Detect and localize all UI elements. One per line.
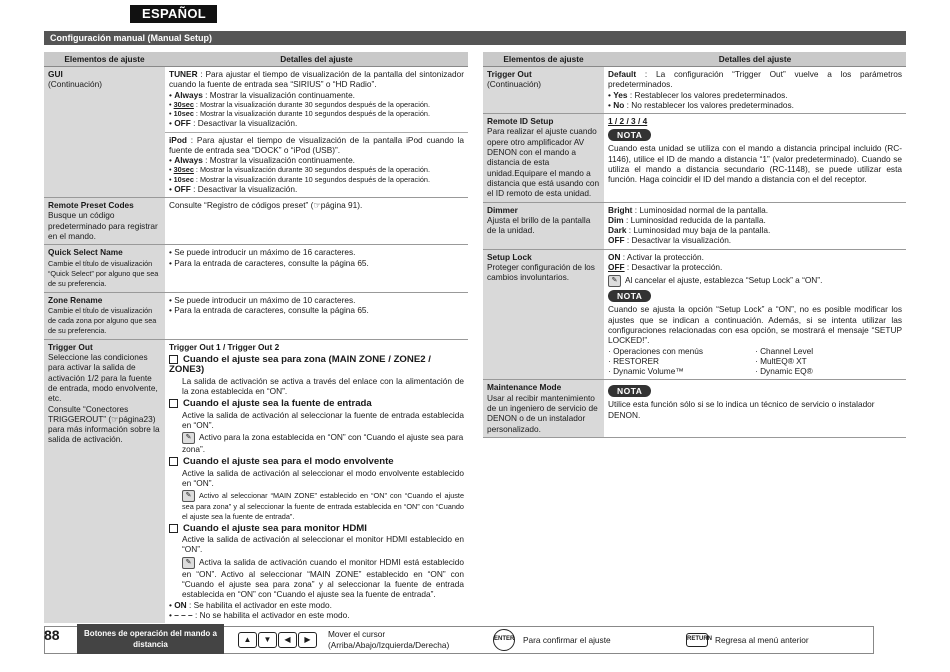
remote-name: Remote ID Setup: [487, 116, 554, 127]
gui-name: GUI: [48, 69, 63, 79]
lock-desc: Proteger configuración de los cambios involuntarios.: [487, 262, 595, 283]
tout-no: No: [613, 99, 625, 110]
trigger-h3: Cuando el ajuste sea para el modo envolvente: [169, 457, 464, 467]
quick-b1: • Se puede introducir un máximo de 16 caracteres.: [169, 247, 356, 258]
ipod-10sec: 10sec: [173, 174, 194, 184]
lock-off-text: : Desactivar la protección.: [624, 262, 723, 273]
cursor-buttons-icon: [238, 632, 317, 648]
lock-on: ON: [608, 251, 621, 262]
remote-desc: Para realizar el ajuste cuando opere otro amplificador AV DENON con el mando a distancia de esta unidad.Equipare el mando a distancia que está usando con el ID remoto de esta unidad.: [487, 126, 600, 199]
quick-b2: • Para la entrada de caracteres, consulte la página 65.: [169, 257, 369, 268]
pencil-icon: ✎: [608, 275, 621, 287]
trigger-on: ON: [174, 599, 187, 610]
enter-icon: ENTER: [493, 629, 515, 651]
ipod-30sec: 30sec: [173, 165, 194, 175]
tuner-title: TUNER: [169, 69, 198, 79]
tuner-10sec-text: : Mostrar la visualización durante 10 segundos después de la operación.: [193, 109, 430, 119]
tuner-10sec: 10sec: [173, 109, 194, 119]
quick-name: Quick Select Name: [48, 247, 123, 258]
maint-text: Utilice esta función sólo si se lo indica un técnico de servicio o instalador DENON.: [608, 399, 875, 420]
trigger-n3: ✎ Activo al seleccionar “MAIN ZONE” establecido en “ON” con “Cuando el ajuste sea para zona” y al seleccionar la fuente de entrada establecida en “ON” con “Cuando el ajuste sea la fuente de entrada”.: [182, 491, 464, 521]
checkbox-icon: [169, 524, 178, 533]
return-icon: RETURN: [686, 633, 708, 647]
ipod-always-text: : Mostrar la visualización continuamente.: [202, 155, 355, 166]
lock-item: · Channel Level: [755, 345, 814, 356]
footer-move-text: Mover el cursor (Arriba/Abajo/Izquierda/Derecha): [328, 629, 450, 650]
preset-name: Remote Preset Codes: [48, 200, 134, 211]
preset-detail: Consulte “Registro de códigos preset” (☞página 91).: [169, 200, 363, 211]
col-header-detail: Detalles del ajuste: [165, 52, 468, 67]
checkbox-icon: [169, 355, 178, 364]
trigger-desc: Seleccione las condiciones para activar la salida de activación 1/2 para la fuente de entrada, modo envolvente, etc. Consulte “Conectores TRIGGEROUT” (☞página23) para más información sobre la salida de activación.: [48, 352, 160, 445]
pencil-icon: ✎: [182, 557, 195, 569]
trigger-dash-text: : No se habilita el activador en este modo.: [192, 609, 350, 620]
checkbox-icon: [169, 399, 178, 408]
trigger-dash: – – –: [174, 609, 193, 620]
trigger-h2: Cuando el ajuste sea la fuente de entrada: [169, 399, 464, 409]
row-quick-select: [44, 245, 468, 292]
trigger-t3: Active la salida de activación al seleccionar el modo envolvente establecido en “ON”.: [182, 467, 464, 489]
lock-note: ✎ Al cancelar el ajuste, establezca “Setup Lock” a “ON”.: [608, 275, 902, 287]
lock-text: Cuando se ajusta la opción “Setup Lock” a “ON”, no es posible modificar los ajustes que se indican a continuación. Además, si se intenta utilizar las configuraciones relacionadas con esa opción, se mostrará el mensaje “SETUP LOCKED!”.: [608, 304, 902, 346]
dimmer-bright: Bright: [608, 204, 633, 215]
ipod-off: OFF: [174, 183, 191, 194]
tout-default: Default: [608, 69, 637, 79]
nota-badge: NOTA: [608, 290, 651, 302]
down-arrow-icon: ▼: [258, 632, 277, 648]
nota-badge: NOTA: [608, 129, 651, 141]
page-number: 88: [44, 627, 60, 643]
dimmer-name: Dimmer: [487, 204, 518, 215]
ipod-always: Always: [174, 155, 203, 166]
gui-sub: (Continuación): [48, 79, 102, 90]
footer-return-text: Regresa al menú anterior: [715, 635, 809, 645]
trigger-h4: Cuando el ajuste sea para monitor HDMI: [169, 524, 464, 534]
footer-label: Botones de operación del mando a distancia: [77, 624, 224, 654]
lock-item: · Dynamic EQ®: [755, 366, 813, 377]
tuner-30sec-text: : Mostrar la visualización durante 30 segundos después de la operación.: [193, 99, 430, 109]
maint-desc: Usar al recibir mantenimiento de un ingeniero de servicio de DENON o de un instalador personalizado.: [487, 392, 598, 434]
row-gui: GUI (Continuación) TUNER : Para ajustar el tiempo de visualización de la pantalla del sintonizador cuando la fuente de entrada sea “SIRIUS” o “HD Radio”. • Always : Mostrar la visualización continuamente. • 30sec : Mostrar la visualización durante 30 segundos después de la operación. • 10sec : Mostrar la visualización durante 10 segundos después de la operación. • OFF : Desactivar la visualización. iPod : Para ajustar el tiempo de visualización de la pantalla iPod cuando la fuente de entrada sea “DOCK” o “iPod (USB)”. • Always : Mostrar la visualización continuamente. • 30sec : Mostrar la visualización durante 30 segundos después de la operación. • 10sec : Mostrar la visualización durante 10 segundos después de la operación. • OFF : Desactivar la visualización.: [44, 67, 468, 198]
tuner-30sec: 30sec: [173, 99, 194, 109]
col-header-element: Elementos de ajuste: [44, 52, 165, 67]
pencil-icon: ✎: [182, 432, 195, 444]
tuner-always: Always: [174, 89, 203, 100]
remote-text: Cuando esta unidad se utiliza con el mando a distancia principal incluido (RC-1146), utilice el ID de mando a distancia “1” (valor predeterminado). Cuando se utiliza el mando a distancia secundario (RC-1148), se puede utilizar esta función. Haga coincidir el ID del mando a distancia con el del receptor.: [608, 143, 902, 185]
quick-desc: Cambie el título de visualización “Quick Select” por alguno que sea de su preferencia.: [48, 258, 159, 289]
zone-desc: Cambie el título de visualización de cada zona por alguno que sea de su preferencia.: [48, 305, 157, 336]
row-trigger-out-cont: Trigger Out (Continuación) Default : La configuración “Trigger Out” vuelve a los parámetros predeterminados. • Yes : Restablecer los valores predeterminados. • No : No restablecer los valores predeterminados.: [483, 67, 906, 114]
checkbox-icon: [169, 457, 178, 466]
tuner-text: : Para ajustar el tiempo de visualización de la pantalla del sintonizador cuando la fuente de entrada sea “SIRIUS” o “HD Radio”.: [169, 69, 464, 90]
trigger-n4: ✎ Activa la salida de activación cuando el monitor HDMI está establecido en “ON”. Activo al seleccionar “MAIN ZONE” establecido en “ON” con “Cuando el ajuste sea para zona” y al seleccionar la fuente de entrada establecida en “ON” con “Cuando el ajuste sea la fuente de entrada”.: [182, 556, 464, 600]
section-title: Configuración manual (Manual Setup): [44, 31, 906, 45]
dimmer-dark-text: : Luminosidad muy baja de la pantalla.: [626, 225, 771, 236]
dimmer-bright-text: : Luminosidad normal de la pantalla.: [632, 204, 769, 215]
trigger-t2: Active la salida de activación al seleccionar la fuente de entrada establecida en “ON”.: [182, 409, 464, 430]
row-remote-preset: [44, 198, 468, 245]
tout-no-text: : No restablecer los valores predeterminados.: [624, 99, 794, 110]
lock-item: · Dynamic Volume™: [608, 366, 684, 377]
footer-enter-text: Para confirmar el ajuste: [523, 635, 611, 645]
tout-sub: (Continuación): [487, 79, 541, 90]
lock-list: [608, 346, 902, 377]
lock-on-text: : Activar la protección.: [620, 251, 704, 262]
trigger-on-text: : Se habilita el activador en este modo.: [186, 599, 332, 610]
zone-name: Zone Rename: [48, 294, 103, 305]
tout-default-text: : La configuración “Trigger Out” vuelve a los parámetros predeterminados.: [608, 69, 902, 90]
right-arrow-icon: ▶: [298, 632, 317, 648]
lock-item: · RESTORER: [608, 355, 660, 366]
dimmer-desc: Ajusta el brillo de la pantalla de la unidad.: [487, 214, 591, 236]
trigger-title: Trigger Out 1 / Trigger Out 2: [169, 341, 280, 352]
trigger-t1: La salida de activación se activa a través del enlace con la alimentación de la zona establecida en “ON”.: [182, 375, 464, 396]
trigger-n2: ✎ Activo para la zona establecida en “ON” con “Cuando el ajuste sea para zona”.: [182, 432, 464, 455]
row-remote-id: [483, 114, 906, 202]
zone-b2: • Para la entrada de caracteres, consulte la página 65.: [169, 304, 369, 315]
zone-b1: • Se puede introducir un máximo de 10 caracteres.: [169, 294, 356, 305]
row-maintenance: [483, 380, 906, 437]
right-settings-table: [483, 52, 906, 438]
trigger-t4: Active la salida de activación al seleccionar el monitor HDMI establecido en “ON”.: [182, 534, 464, 555]
trigger-h1: Cuando el ajuste sea para zona (MAIN ZONE / ZONE2 / ZONE3): [169, 354, 431, 376]
col-header-element: Elementos de ajuste: [483, 52, 604, 67]
row-trigger-out: Trigger Out Seleccione las condiciones para activar la salida de activación 1/2 para la fuente de entrada, modo envolvente, etc. Consulte “Conectores TRIGGEROUT” (☞página23) para más información sobre la salida de activación. Trigger Out 1 / Trigger Out 2 Cuando el ajuste sea para zona (MAIN ZONE / ZONE2 / ZONE3) La salida de activación se activa a través del enlace con la alimentación de la zona establecida en “ON”. Cuando el ajuste sea la fuente de entrada Active la salida de activación al seleccionar la fuente de entrada establecida en “ON”. ✎ Activo para la zona establecida en “ON” con “Cuando el ajuste sea para zona”. Cuando el ajuste sea para el modo envolvente Active la salida de activación al seleccionar el modo envolvente establecido en “ON”. ✎ Activo al seleccionar “MAIN ZONE” establecido en “ON” con “Cuando el ajuste sea para zona” y al seleccionar la fuente de entrada establecida en “ON” con “Cuando el ajuste sea la fuente de entrada”. Cuando el ajuste sea para monitor HDMI Active la salida de activación al seleccionar el monitor HDMI establecido en “ON”. ✎ Activa la salida de activación cuando el monitor HDMI está establecido en “ON”. Activo al seleccionar “MAIN ZONE” establecido en “ON” con “Cuando el ajuste sea para zona” y al seleccionar la fuente de entrada establecida en “ON” con “Cuando el ajuste sea la fuente de entrada”. • ON : Se habilita el activador en este modo. • – – – : No se habilita el activador en este modo.: [44, 339, 468, 623]
dimmer-dark: Dark: [608, 225, 627, 236]
tuner-off-text: : Desactivar la visualización.: [190, 118, 298, 129]
tout-yes-text: : Restablecer los valores predeterminados.: [627, 89, 788, 100]
dimmer-dim-text: : Luminosidad reducida de la pantalla.: [623, 214, 766, 225]
col-header-detail: Detalles del ajuste: [604, 52, 906, 67]
ipod-text: : Para ajustar el tiempo de visualización de la pantalla iPod cuando la fuente de entrada sea “DOCK” o “iPod (USB)”.: [169, 134, 464, 155]
lock-item: · MultEQ® XT: [755, 355, 807, 366]
up-arrow-icon: ▲: [238, 632, 257, 648]
tout-name: Trigger Out: [487, 69, 532, 79]
preset-desc: Busque un código predeterminado para registrar en el mando.: [48, 210, 158, 242]
tuner-always-text: : Mostrar la visualización continuamente.: [202, 89, 355, 100]
row-dimmer: [483, 202, 906, 249]
row-setup-lock: [483, 249, 906, 380]
remote-values: 1 / 2 / 3 / 4: [608, 116, 648, 127]
row-zone-rename: [44, 292, 468, 339]
left-arrow-icon: ◀: [278, 632, 297, 648]
dimmer-off-text: : Desactivar la visualización.: [624, 235, 732, 246]
trigger-name: Trigger Out: [48, 341, 93, 352]
language-tab: ESPAÑOL: [130, 5, 217, 23]
lock-name: Setup Lock: [487, 251, 532, 262]
lock-off: OFF: [608, 262, 625, 273]
ipod-30sec-text: : Mostrar la visualización durante 30 segundos después de la operación.: [193, 165, 430, 175]
nota-badge: NOTA: [608, 385, 651, 397]
tout-yes: Yes: [613, 89, 628, 100]
pencil-icon: ✎: [182, 490, 195, 502]
tuner-off: OFF: [174, 118, 191, 129]
ipod-off-text: : Desactivar la visualización.: [190, 183, 298, 194]
ipod-title: iPod: [169, 134, 187, 145]
dimmer-off: OFF: [608, 235, 625, 246]
lock-item: · Operaciones con menús: [608, 345, 704, 356]
left-settings-table: [44, 52, 468, 623]
dimmer-dim: Dim: [608, 214, 624, 225]
maint-name: Maintenance Mode: [487, 382, 562, 393]
ipod-10sec-text: : Mostrar la visualización durante 10 segundos después de la operación.: [193, 174, 430, 184]
